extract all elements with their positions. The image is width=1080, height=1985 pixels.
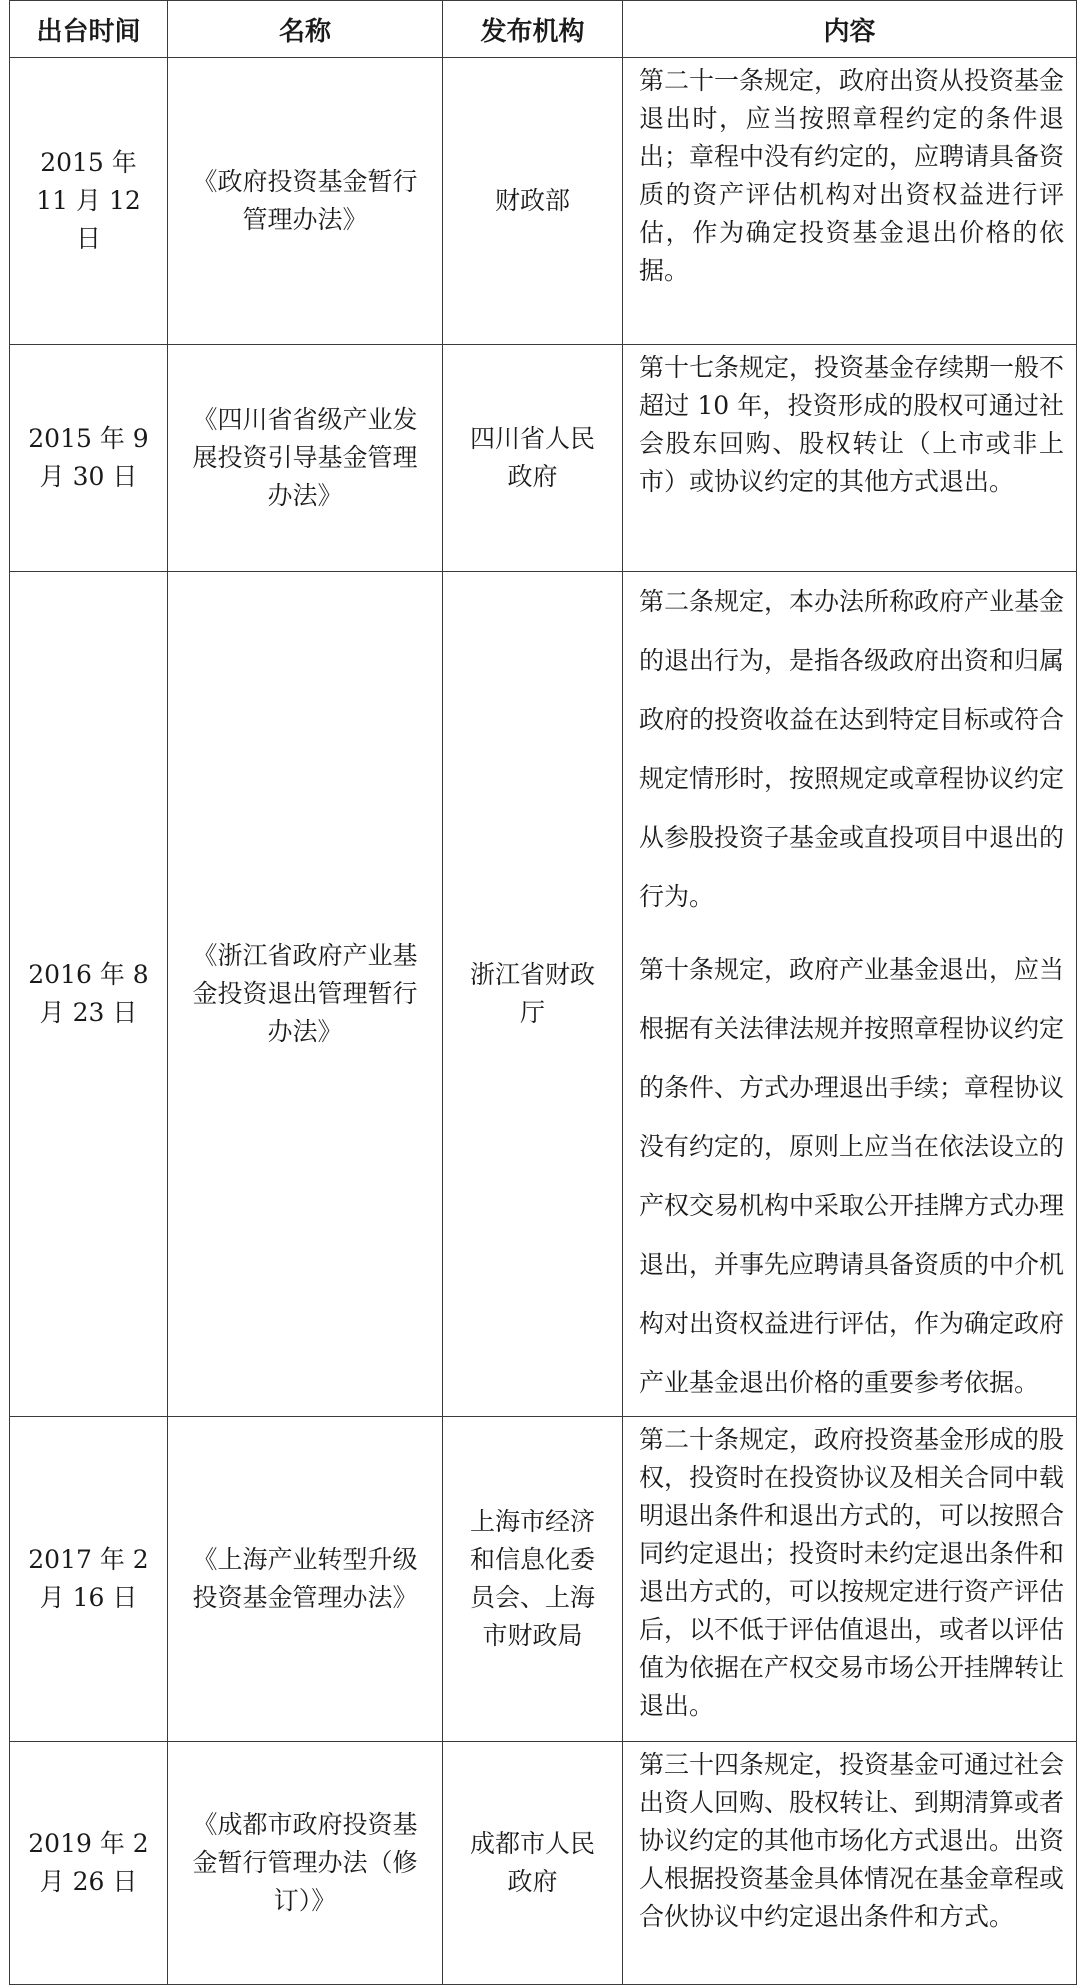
header-name: 名称 [168,1,443,58]
row-name: 《政府投资基金暂行管理办法》 [168,58,443,345]
row-date: 2016 年 8 月 23 日 [10,572,168,1417]
row-name: 《上海产业转型升级投资基金管理办法》 [168,1417,443,1742]
content-paragraph: 第十七条规定，投资基金存续期一般不超过 10 年，投资形成的股权可通过社会股东回购、股权转让（上市或非上市）或协议约定的其他方式退出。 [639,353,1065,496]
row-content [623,572,1077,1417]
row-date: 2017 年 2 月 16 日 [10,1417,168,1742]
row-content [623,345,1077,572]
row-name: 《成都市政府投资基金暂行管理办法（修订）》 [168,1742,443,1985]
row-date: 2015 年 9 月 30 日 [10,345,168,572]
row-issuer: 四川省人民政府 [443,345,623,572]
row-content [623,1742,1077,1985]
table-row [10,58,1077,345]
row-issuer: 财政部 [443,58,623,345]
row-date: 2015 年 11 月 12 日 [10,58,168,345]
header-issuer: 发布机构 [443,1,623,58]
content-paragraph: 第十条规定，政府产业基金退出，应当根据有关法律法规并按照章程协议约定的条件、方式办理退出手续；章程协议没有约定的，原则上应当在依法设立的产权交易机构中采取公开挂牌方式办理退出，并事先应聘请具备资质的中介机构对出资权益进行评估，作为确定政府产业基金退出价格的重要参考依据。 [639,955,1065,1397]
table-row [10,1417,1077,1742]
content-paragraph: 第二十一条规定，政府出资从投资基金退出时，应当按照章程约定的条件退出；章程中没有约定的，应聘请具备资质的资产评估机构对出资权益进行评估，作为确定投资基金退出价格的依据。 [639,66,1065,285]
row-issuer: 浙江省财政厅 [443,572,623,1417]
row-issuer: 上海市经济和信息化委员会、上海市财政局 [443,1417,623,1742]
header-date: 出台时间 [10,1,168,58]
table-row [10,345,1077,572]
content-paragraph: 第二十条规定，政府投资基金形成的股权，投资时在投资协议及相关合同中载明退出条件和退出方式的，可以按照合同约定退出；投资时未约定退出条件和退出方式的，可以按规定进行资产评估后，以不低于评估值退出，或者以评估值为依据在产权交易市场公开挂牌转让退出。 [639,1425,1065,1720]
row-content [623,58,1077,345]
policy-table [9,0,1077,1985]
row-name: 《四川省省级产业发展投资引导基金管理办法》 [168,345,443,572]
row-name: 《浙江省政府产业基金投资退出管理暂行办法》 [168,572,443,1417]
table-row [10,1742,1077,1985]
header-content: 内容 [623,1,1077,58]
row-date: 2019 年 2 月 26 日 [10,1742,168,1985]
row-content [623,1417,1077,1742]
content-paragraph: 第二条规定，本办法所称政府产业基金的退出行为，是指各级政府出资和归属政府的投资收益在达到特定目标或符合规定情形时，按照规定或章程协议约定从参股投资子基金或直投项目中退出的行为。 [639,587,1065,911]
row-issuer: 成都市人民政府 [443,1742,623,1985]
header-row [10,1,1077,58]
content-paragraph: 第三十四条规定，投资基金可通过社会出资人回购、股权转让、到期清算或者协议约定的其他市场化方式退出。出资人根据投资基金具体情况在基金章程或合伙协议中约定退出条件和方式。 [639,1750,1065,1931]
table-row [10,572,1077,1417]
